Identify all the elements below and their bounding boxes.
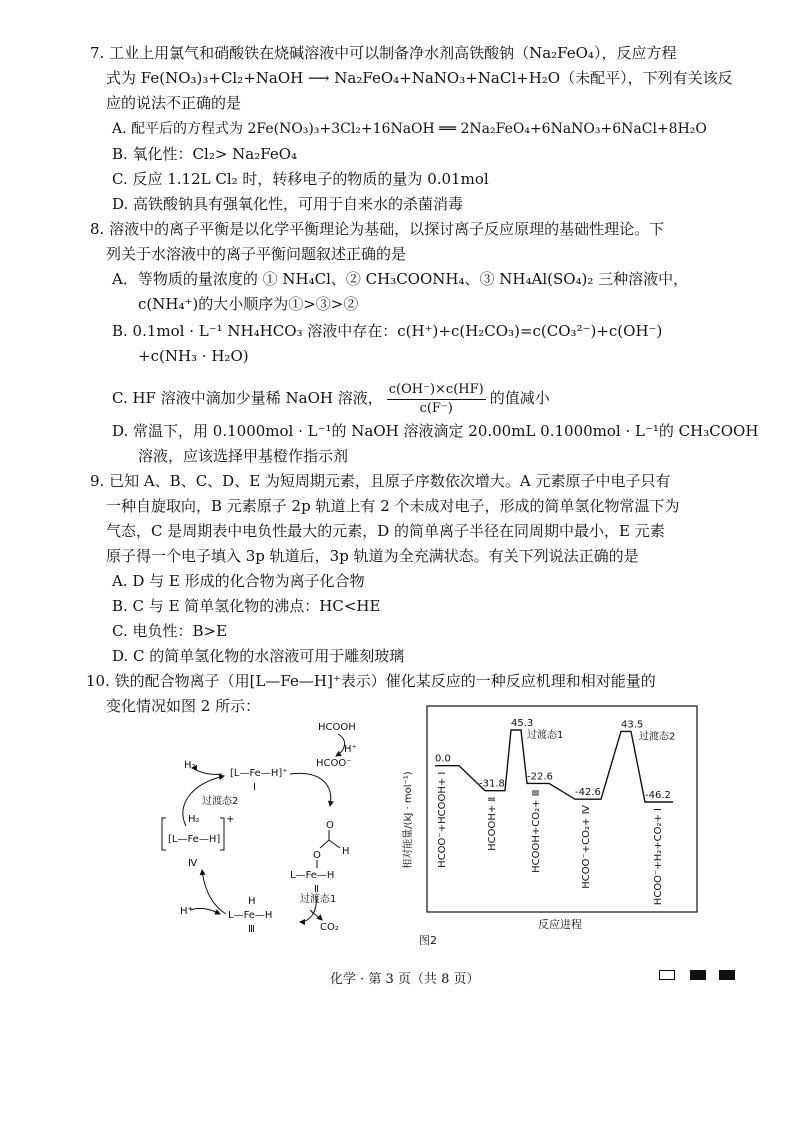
- q10-line1: 10. 铁的配合物离子（用[L—Fe—H]⁺表示）催化某反应的一种反应机理和相对能量的: [86, 672, 656, 690]
- q7-option-a: A. 配平后的方程式为 2Fe(NO₃)₃+3Cl₂+16NaOH ══ 2Na₂FeO₄+6NaNO₃+6NaCl+8H₂O: [112, 121, 707, 137]
- q9-option-a: A. D 与 E 形成的化合物为离子化合物: [112, 572, 365, 590]
- q7-line2: 式为 Fe(NO₃)₃+Cl₂+NaOH ⟶ Na₂FeO₄+NaNO₃+NaCl+H₂O（未配平），下列有关该反: [106, 69, 733, 87]
- mech-iv-bracket-right: [220, 818, 224, 850]
- mech-cycle-arrow-1: [290, 773, 331, 806]
- mech-catalyst: [L—Fe—H]⁺: [230, 768, 288, 779]
- q7-line3: 应的说法不正确的是: [106, 94, 242, 112]
- q8-fraction: [387, 381, 486, 418]
- mech-ts2: 过渡态2: [202, 796, 239, 807]
- mech-h2-release-arrow: [192, 768, 222, 774]
- mech-hcoo: HCOO⁻: [316, 758, 352, 769]
- energy-state-label: HCOO⁻+HCOOH+ I: [437, 771, 448, 868]
- energy-state-label: HCOO⁻+H₂+CO₂+ I: [653, 808, 664, 906]
- q9-option-c: C. 电负性：B>E: [112, 622, 228, 640]
- q9-option-d: D. C 的简单氢化物的水溶液可用于雕刻玻璃: [112, 647, 405, 665]
- q9-line2: 一种自旋取向，B 元素原子 2p 轨道上有 2 个未成对电子，形成的简单氢化物常温下为: [106, 497, 680, 515]
- mech-proton-arrow: [190, 908, 220, 914]
- q8-option-b-line2: +c(NH₃ · H₂O): [138, 347, 249, 365]
- mech-formate-h: H: [342, 846, 350, 857]
- mech-iv-plus: +: [226, 814, 235, 825]
- mech-iv-bracket-left: [162, 818, 166, 850]
- mech-roman-2: Ⅱ: [314, 884, 319, 895]
- energy-ts-label-1: 过渡态1: [527, 730, 564, 741]
- energy-value-label: -31.8: [479, 778, 505, 790]
- q9-line1: 9. 已知 A、B、C、D、E 为短周期元素，且原子序数依次增大。A 元素原子中电子只有: [90, 472, 671, 490]
- q10-line2: 变化情况如图 2 所示：: [106, 697, 261, 715]
- q8-option-a-line1: A．等物质的量浓度的 ① NH₄Cl、② CH₃COONH₄、③ NH₄Al(SO₄)₂ 三种溶液中，: [112, 270, 689, 288]
- energy-state-label: HCOOH+CO₂+ Ⅲ: [531, 789, 542, 873]
- q8-option-d-line2: 溶液，应该选择甲基橙作指示剂: [138, 447, 349, 465]
- page-marker-empty: [659, 970, 675, 980]
- energy-value-label: 0.0: [435, 753, 451, 765]
- mech-ii-body: L—Fe—H: [290, 870, 335, 881]
- q8-option-a-line2: c(NH₄⁺)的大小顺序为①>③>②: [138, 295, 359, 313]
- energy-value-label: -22.6: [527, 771, 553, 783]
- q7-option-c: C. 反应 1.12L Cl₂ 时，转移电子的物质的量为 0.01mol: [112, 170, 489, 188]
- q8-option-d-line1: D. 常温下，用 0.1000mol · L⁻¹的 NaOH 溶液滴定 20.00mL 0.1000mol · L⁻¹的 CH₃COOH: [112, 422, 759, 440]
- page-marker-filled-2: [719, 970, 735, 980]
- mech-hcooh: HCOOH: [318, 722, 356, 733]
- energy-ylabel: 相对能量/(kJ · mol⁻¹): [403, 771, 414, 869]
- q8-option-c-pre: C. HF 溶液中滴加少量稀 NaOH 溶液，: [112, 389, 383, 407]
- q7-option-b: B. 氧化性：Cl₂> Na₂FeO₄: [112, 145, 298, 163]
- energy-value-label: 45.3: [511, 718, 534, 729]
- mech-h2-top: H₂: [184, 760, 196, 771]
- energy-xlabel: 反应进程: [538, 918, 582, 931]
- q8-option-c-post: 的值减小: [489, 389, 550, 407]
- mech-roman-4: Ⅳ: [188, 858, 198, 869]
- q7-option-d: D. 高铁酸钠具有强氧化性，可用于自来水的杀菌消毒: [112, 195, 464, 213]
- q8-option-c: [112, 378, 550, 418]
- q9-line3: 气态，C 是周期表中电负性最大的元素，D 的简单离子半径在同周期中最小，E 元素: [106, 522, 665, 540]
- page-marker-filled-1: [690, 970, 706, 980]
- mech-formate-o-top: O: [326, 820, 334, 831]
- mech-formate-bond3: [329, 840, 340, 848]
- energy-ts-label-2: 过渡态2: [639, 731, 676, 743]
- energy-value-label: -46.2: [645, 790, 671, 801]
- q8-line1: 8. 溶液中的离子平衡是以化学平衡理论为基础，以探讨离子反应原理的基础性理论。下: [90, 220, 665, 238]
- q9-line4: 原子得一个电子填入 3p 轨道后，3p 轨道为全充满状态。有关下列说法正确的是: [106, 547, 639, 565]
- mech-hplus-left: H⁺: [180, 906, 193, 917]
- mech-iv-h2: H₂: [188, 814, 200, 825]
- mech-iv-body: [L—Fe—H]: [168, 834, 221, 845]
- energy-state-label: HCOOH+ Ⅱ: [487, 796, 498, 851]
- q7-line1: 7. 工业上用氯气和硝酸铁在烧碱溶液中可以制备净水剂高铁酸钠（Na₂FeO₄），反应方程: [90, 44, 677, 62]
- mech-co2: CO₂: [320, 922, 339, 933]
- q8-line2: 列关于水溶液中的离子平衡问题叙述正确的是: [106, 245, 407, 263]
- mech-roman-3: Ⅲ: [248, 924, 255, 935]
- mech-iii-body: L—Fe—H: [228, 910, 273, 921]
- page-footer: 化学 · 第 3 页（共 8 页）: [330, 972, 480, 987]
- energy-value-label: -42.6: [575, 787, 601, 799]
- energy-diagram: [395, 700, 705, 960]
- mech-formate-o: O: [313, 850, 321, 861]
- energy-value-label: 43.5: [621, 719, 644, 731]
- energy-plot: [435, 718, 675, 905]
- mech-roman-1: I: [253, 782, 256, 793]
- mech-cycle-arrow-3: [202, 870, 226, 914]
- mech-iii-h: H: [248, 896, 256, 907]
- q8-option-b-line1: B. 0.1mol · L⁻¹ NH₄HCO₃ 溶液中存在：c(H⁺)+c(H₂CO₃)=c(CO₃²⁻)+c(OH⁻): [112, 322, 663, 340]
- energy-state-label: HCOO⁻+CO₂+ Ⅳ: [581, 805, 592, 889]
- q8-fraction-denominator: c(F⁻): [419, 400, 453, 416]
- mech-ts1: 过渡态1: [300, 894, 337, 905]
- mech-hplus: H⁺: [344, 744, 357, 755]
- figure-caption: 图2: [419, 934, 437, 947]
- mechanism-diagram: [150, 718, 390, 938]
- q9-option-b: B. C 与 E 简单氢化物的沸点：HC<HE: [112, 597, 381, 615]
- mech-formate-bond2: [320, 840, 329, 848]
- q8-fraction-numerator: c(OH⁻)×c(HF): [387, 381, 486, 400]
